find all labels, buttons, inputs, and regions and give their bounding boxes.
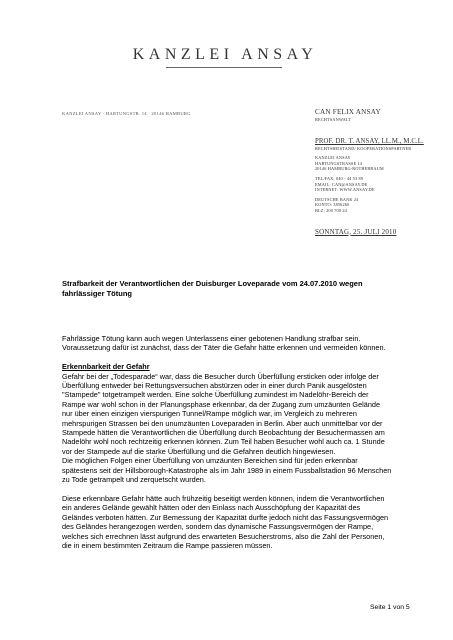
address-line: 20146 HAMBURG-ROTHERBAUM	[315, 166, 384, 172]
page-number: Seite 1 von 5	[370, 604, 410, 611]
kanzlei-logo: KANZLEI ANSAY	[132, 46, 318, 63]
contact-info	[315, 176, 445, 193]
bank-name: DEUTSCHE BANK 24	[315, 196, 359, 202]
partner-name: PROF. DR. T. ANSAY, LL.M., M.C.L.	[315, 137, 424, 145]
sender-address-line: KANZLEI ANSAY · HARTUNGSTR. 14 · 20146 HAMBURG	[62, 111, 191, 116]
body-paragraph: Diese erkennbare Gefahr hätte auch frühzeitig beseitigt werden können, indem die Verantwortlichen ein anderes Gelände gewählt hätten oder den Einlass nach Ausschöpfung der Kapazität des Geländes verboten hätten. Zur Bemessung der Kapazität durfte jedoch nicht das Fassungsvermögen des Geländes herangezogen werden, sondern das dynamische Fassungsvermögen der Rampe, welches sich errechnen lässt aufgrund des erwarteten Besucherstroms, also die Zahl der Personen, die in einem bestimmten Zeitraum die Rampe passieren müssen.	[62, 493, 389, 550]
section-heading: Erkennbarkeit der Gefahr	[62, 362, 150, 372]
letter-subject: Strafbarkeit der Verantwortlichen der Duisburger Loveparade vom 24.07.2010 wegen fahrlässiger Tötung	[62, 279, 363, 298]
bank-account: KONTO: 3856260	[315, 202, 350, 208]
lawyer-role: RECHTSANWALT	[315, 117, 352, 122]
letter-date: SONNTAG, 25. JULI 2010	[315, 227, 397, 236]
email-address: EMAIL: CAN@ANSAY.DE	[315, 181, 368, 187]
lawyer-name: CAN FELIX ANSAY	[315, 108, 381, 116]
sidebar-contact-block	[315, 108, 445, 237]
logo-divider	[166, 67, 282, 68]
body-paragraph: Gefahr bei der „Todesparade“ war, dass die Besucher durch Überfüllung ersticken oder infolge der Überfüllung entweder bei Rettungsversuchen abstürzen oder in einer durch Panik ausgelösten "Stampede" totgetrampelt werden. Eine solche Überfüllung zumindest im Nadelöhr-Bereich der Rampe war wohl schon in der Planungsphase erkennbar, da der Zugang zum umzäunten Gelände nur über einen einzigen vierspurigen Tunnel/Rampe möglich war, im Vergleich zu mehreren mehrspurigen Strassen bei den unumzäunten Loveparaden in Berlin. Aber auch unmittelbar vor der Stampede hätten die Verantwortlichen die Überfüllung durch Beobachtung der Besuchermassen am Nadelöhr wohl noch rechtzeitig erkennen können. Zum Teil haben Besucher wohl auch ca. 1 Stunde vor der Stampede auf die starke Überfüllung und die Gefahren deutlich hingewiesen.	[62, 371, 385, 456]
intro-paragraph: Fahrlässige Tötung kann auch wegen Unterlassens einer gebotenen Handlung strafbar sein. Voraussetzung dafür ist zunächst, dass der Täter die Gefahr hätte erkennen und vermeiden können.	[62, 334, 386, 353]
bank-code: BLZ: 200 700 24	[315, 207, 347, 213]
website: INTERNET: WWW.ANSAY.DE	[315, 187, 375, 193]
office-address	[315, 155, 445, 172]
address-line: KANZLEI ANSAY	[315, 155, 351, 161]
phone-fax: TEL/FAX: 040 - 44 53 89	[315, 175, 364, 181]
body-paragraph: Die möglichen Folgen einer Überfüllung von umzäunten Bereichen sind für jeden erkennbar spätestens seit der Hillsborough-Katastrophe als im Jahr 1989 in einem Fussballstadion 96 Menschen zu Tode getrampelt und zerquetscht wurden.	[62, 456, 392, 485]
address-line: HARTUNGSTRASSE 14	[315, 160, 363, 166]
bank-info	[315, 197, 445, 214]
letter-body	[62, 334, 392, 560]
partner-role: RECHTSBEISTAND/ KOOPERATIONSPARTNER	[315, 145, 412, 151]
